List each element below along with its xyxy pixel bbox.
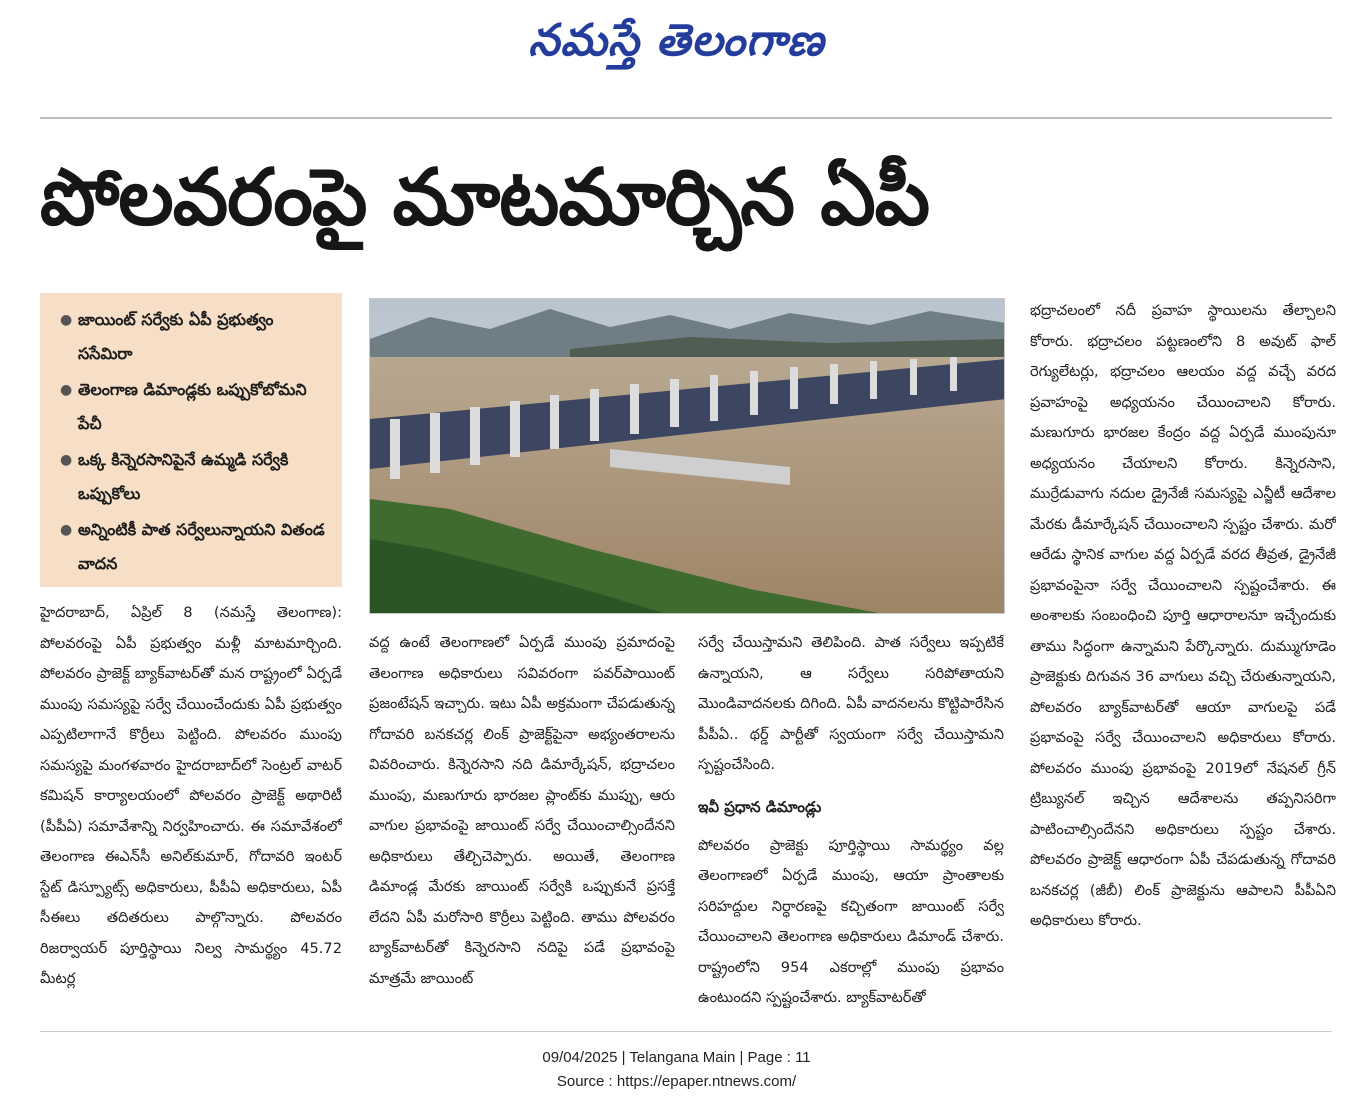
footer-date-page: 09/04/2025 | Telangana Main | Page : 11 <box>542 1049 811 1066</box>
footer-source: Source : https://epaper.ntnews.com/ <box>556 1073 797 1090</box>
highlights-box <box>40 293 342 587</box>
masthead-logo: నమస్తే తెలంగాణ <box>528 15 825 66</box>
masthead <box>0 6 1353 76</box>
bullet-icon: ● <box>60 312 73 328</box>
article-column-4 <box>1030 296 1336 1028</box>
highlight-text: తెలంగాణ డిమాండ్లకు ఒప్పుకోబోమని పేచీ <box>78 380 307 433</box>
article-text: వద్ద ఉంటే తెలంగాణలో ఏర్పడే ముంపు ప్రమాదంపై తెలంగాణ అధికారులు సవివరంగా పవర్‌పాయింట్ ప్రజంటేషన్ ఇచ్చారు. ఇటు ఏపీ అక్రమంగా చేపడుతున్న గోదావరి బనకచర్ల లింక్ ప్రాజెక్ట్‌పైనా అభ్యంతరాలను వివరించారు. కిన్నెరసాని నది డిమార్కేషన్, భద్రాచలం ముంపు, మణుగూరు భారజల ప్లాంట్‌కు ముప్పు, ఆరు వాగుల ప్రభావంపై జాయింట్ సర్వే చేయించాల్సిందేనని అధికారులు తేల్చిచెప్పారు. అయితే, తెలంగాణ డిమాండ్ల మేరకు జాయింట్ సర్వేకి ఒప్పుకునే ప్రసక్తే లేదని ఏపీ మరోసారి కొర్రీలు పెట్టింది. తాము పోలవరం బ్యాక్‌వాటర్‌తో కిన్నెరసాని నదిపై పడే ప్రభావంపై మాత్రమే జాయింట్ <box>369 634 675 987</box>
bullet-icon: ● <box>60 382 73 398</box>
top-divider <box>40 117 1332 119</box>
headline: పోలవరంపై మాటమార్చిన ఏపీ <box>40 153 930 243</box>
article-column-3 <box>698 628 1004 1028</box>
highlight-text: అన్నింటికీ పాత సర్వేలున్నాయని వితండ వాదన <box>78 520 325 573</box>
highlight-text: జాయింట్ సర్వేకు ఏపీ ప్రభుత్వం ససేమిరా <box>78 310 274 363</box>
subheading: ఇవీ ప్రధాన డిమాండ్లు <box>698 797 822 816</box>
bottom-divider <box>40 1031 1332 1032</box>
highlight-text: ఒక్క కిన్నెరసానిపైనే ఉమ్మడి సర్వేకి ఒప్పుకోలు <box>78 450 289 503</box>
highlight-item <box>60 443 328 511</box>
dam-photo <box>369 298 1005 614</box>
article-column-2 <box>369 628 675 1028</box>
highlight-item <box>60 513 328 581</box>
bullet-icon: ● <box>60 452 73 468</box>
highlight-item <box>60 373 328 441</box>
highlight-item <box>60 303 328 371</box>
article-text: హైదరాబాద్, ఏప్రిల్ 8 (నమస్తే తెలంగాణ): పోలవరంపై ఏపీ ప్రభుత్వం మళ్లీ మాటమార్చింది. పోలవరం ప్రాజెక్ట్ బ్యాక్‌వాటర్‌తో మన రాష్ట్రంలో ఏర్పడే ముంపు సమస్యపై సర్వే చేయించేందుకు ఏపీ ప్రభుత్వం ఎప్పటిలాగానే కొర్రీలు పెట్టింది. పోలవరం ముంపు సమస్యపై మంగళవారం హైదరాబాద్‌లో సెంట్రల్ వాటర్ కమిషన్ కార్యాలయంలో పోలవరం ప్రాజెక్ట్ అథారిటీ (పీపీఏ) సమావేశాన్ని నిర్వహించారు. ఈ సమావేశంలో తెలంగాణ ఈఎన్‌సీ అనిల్‌కుమార్, గోదావరి ఇంటర్ స్టేట్ డిస్ప్యూట్స్ అధికారులు, పీపీఏ అధికారులు, ఏపీ సీఈలు తదితరులు పాల్గొన్నారు. పోలవరం రిజర్వాయర్ పూర్తిస్థాయి నిల్వ సామర్థ్యం 45.72 మీటర్ల <box>40 604 342 987</box>
article-text: భద్రాచలంలో నదీ ప్రవాహ స్థాయిలను తేల్చాలని కోరారు. భద్రాచలం పట్టణంలోని 8 అవుట్ ఫాల్ రెగ్యులేటర్లు, భద్రాచలం ఆలయం వద్ద వచ్చే వరద ప్రవాహంపై అధ్యయనం చేయించాలని కోరారు. మణుగూరు భారజల కేంద్రం వద్ద ఏర్పడే ముంపునూ అధ్యయనం చేయాలని కోరారు. కిన్నెరసాని, ముర్రేడువాగు నదుల డ్రైనేజీ సమస్యపై ఎన్జీటీ ఆదేశాల మేరకు డీమార్కేషన్ చేయించాలని స్పష్టం చేశారు. మరో ఆరేడు స్థానిక వాగుల వద్ద ఏర్పడే వరద తీవ్రత, డ్రైనేజీ ప్రభావంపైనా సర్వే చేయించాలని స్పష్టంచేశారు. ఈ అంశాలకు సంబంధించి పూర్తి ఆధారాలనూ ఇచ్చేందుకు తాము సిద్ధంగా ఉన్నామని పేర్కొన్నారు. దుమ్ముగూడెం ప్రాజెక్టుకు దిగువన 36 వాగులు వచ్చి చేరుతున్నాయని, పోలవరం బ్యాక్‌వాటర్‌తో ఆయా వాగులపై పడే ప్రభావంపై సర్వే చేయించాలని అధికారులు కోరారు. పోలవరం ముంపు ప్రభావంపై 2019లో నేషనల్ గ్రీన్ ట్రిబ్యునల్ ఇచ్చిన ఆదేశాలను తప్పనిసరిగా పాటించాల్సిందేనని అధికారులు స్పష్టం చేశారు. పోలవరం ప్రాజెక్ట్ ఆధారంగా ఏపీ చేపడుతున్న గోదావరి బనకచర్ల (జీబీ) లింక్ ప్రాజెక్టును ఆపాలని పీపీఏని అధికారులు కోరారు. <box>1030 302 1336 929</box>
article-text: పోలవరం ప్రాజెక్టు పూర్తిస్థాయి సామర్థ్యం వల్ల తెలంగాణలో ఏర్పడే ముంపు, ఆయా ప్రాంతాలకు సరిహద్దుల నిర్ధారణపై కచ్చితంగా జాయింట్ సర్వే చేయించాలని తెలంగాణ అధికారులు డిమాండ్ చేశారు. రాష్ట్రంలోని 954 ఎకరాల్లో ముంపు ప్రభావం ఉంటుందని స్పష్టంచేశారు. బ్యాక్‌వాటర్‌తో <box>698 836 1004 1006</box>
bullet-icon: ● <box>60 522 73 538</box>
article-column-1 <box>40 598 342 1028</box>
article-text: సర్వే చేయిస్తామని తెలిపింది. పాత సర్వేలు ఇప్పటికే ఉన్నాయని, ఆ సర్వేలు సరిపోతాయని మొండివాదనలకు దిగింది. ఏపీ వాదనలను కొట్టిపారేసిన పీపీఏ.. థర్డ్ పార్టీతో స్వయంగా సర్వే చేయిస్తామని స్పష్టంచేసింది. <box>698 634 1004 773</box>
